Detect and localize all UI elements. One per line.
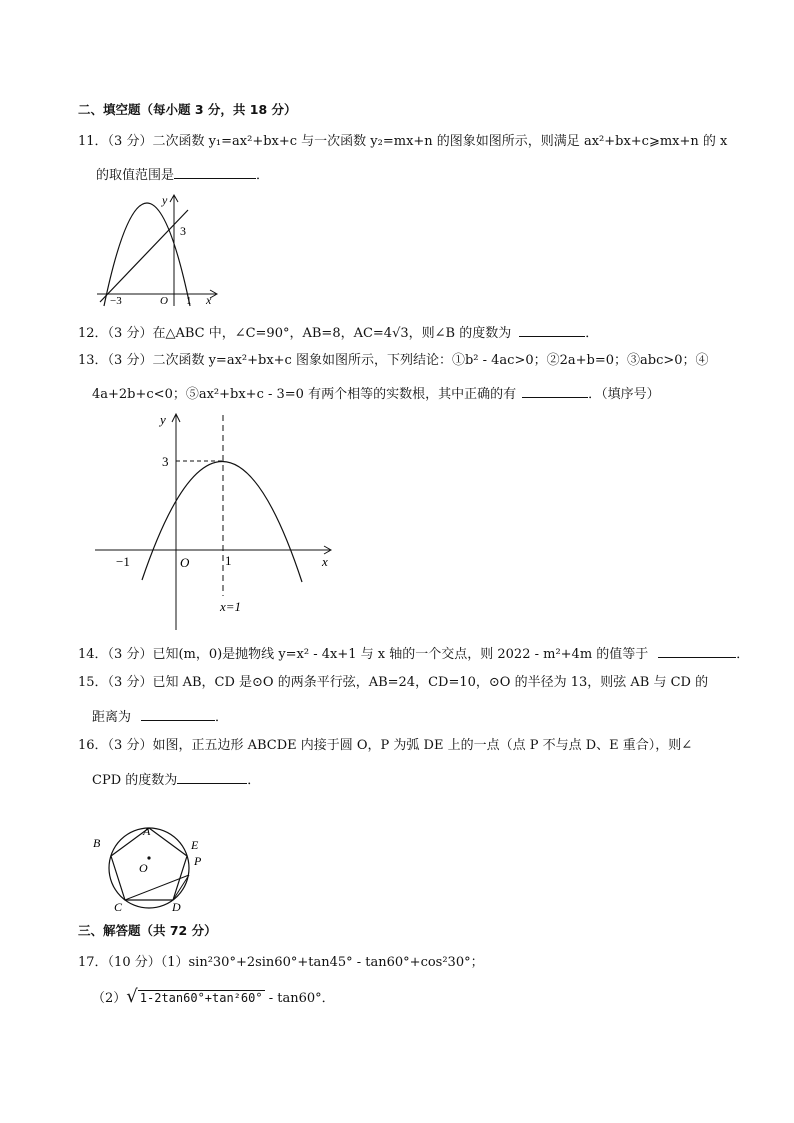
q13-label-o: O [180,555,190,570]
q13-label-y: y [160,412,166,427]
q16-line2-text: CPD 的度数为 [92,773,178,788]
q12 [78,322,598,343]
q11-line2 [96,164,269,185]
q17-part1: 17．（10 分）（1）sin²30°+2sin60°+tan45° - tan60°+cos²30°； [78,955,484,970]
q13-end: ．（填序号） [588,387,660,402]
q16-line1: 16．（3 分）如图，正五边形 ABCDE 内接于圆 O，P 为弧 DE 上的一点（点 P 不与点 D、E 重合），则∠ [78,738,693,753]
q16-center-dot [147,856,150,859]
q13-line2-text: 4a+2b+c<0；⑤ax²+bx+c - 3=0 有两个相等的实数根，其中正确的有 [92,387,517,402]
q16-label-d: D [172,900,181,912]
q17-radical-sign: √ [126,986,138,1007]
q13-label-x: x [322,554,328,569]
q12-text: 12．（3 分）在△ABC 中，∠C=90°，AB=8，AC=4√3，则∠B 的度数为 [78,326,512,341]
q14-end: ． [736,647,750,662]
q11-label-m3: −3 [110,295,122,307]
q17-part2-tail: - tan60°． [264,991,335,1006]
q17-part2-label: （2） [92,991,127,1006]
q13-parabola [142,461,302,582]
q16-label-a: A [143,824,151,838]
q13-figure [90,410,340,632]
q11-label-x: x [206,293,212,307]
q16-answer-blank [177,769,247,784]
q16-circle [109,828,189,908]
q11-end: ． [256,168,270,183]
q11-line [100,210,188,302]
q11-parabola [104,203,190,306]
section-3-heading: 三、解答题（共 72 分） [78,923,217,938]
q13-line2 [92,383,660,404]
q12-end: ． [585,326,599,341]
q13-label-m1: −1 [116,554,130,569]
q13-line1: 13．（3 分）二次函数 y=ax²+bx+c 图象如图所示，下列结论：①b² - 4ac>0；②2a+b=0；③abc>0；④ [78,353,709,368]
q17-radicand: 1-2tan60°+tan²60° [139,991,263,1005]
q16-segment-dp [173,875,189,900]
q15-line1: 15．（3 分）已知 AB，CD 是⊙O 的两条平行弦，AB=24，CD=10，⊙O 的半径为 13，则弦 AB 与 CD 的 [78,675,709,690]
q11-figure [92,190,222,308]
q16-line2 [92,769,260,790]
q14-answer-blank [658,643,736,658]
q11-label-y: y [162,193,168,207]
q11-answer-blank [174,164,256,179]
q16-label-c: C [114,900,123,912]
q16-end: ． [247,773,261,788]
q13-label-1: 1 [225,553,232,568]
q16-figure [88,822,213,912]
q15-answer-blank [141,706,215,721]
q15-line2-text: 距离为 [92,710,132,725]
q11-label-o: O [160,295,168,307]
q16-label-b: B [93,836,101,850]
q13-label-3: 3 [162,454,169,469]
q15-line2 [92,706,228,727]
q14-text: 14．（3 分）已知(m，0)是抛物线 y=x² - 4x+1 与 x 轴的一个交点，则 2022 - m²+4m 的值等于 [78,647,649,662]
q16-label-e: E [191,838,199,852]
q11-line1: 11．（3 分）二次函数 y₁=ax²+bx+c 与一次函数 y₂=mx+n 的图象如图所示，则满足 ax²+bx+c⩾mx+n 的 x [78,134,728,149]
q16-label-o: O [139,861,148,875]
q12-answer-blank [519,322,585,337]
q13-answer-blank [522,383,588,398]
q14 [78,643,749,664]
q11-line2-text: 的取值范围是 [96,168,175,183]
q11-label-1: 1 [186,295,192,307]
q17-part2 [92,988,335,1012]
q13-label-axis: x=1 [220,599,242,614]
section-2-heading: 二、填空题（每小题 3 分，共 18 分） [78,102,297,117]
q16-segment-cp [125,875,189,900]
q16-label-p: P [194,854,202,868]
q15-end: ． [215,710,229,725]
q11-label-3: 3 [180,224,186,238]
